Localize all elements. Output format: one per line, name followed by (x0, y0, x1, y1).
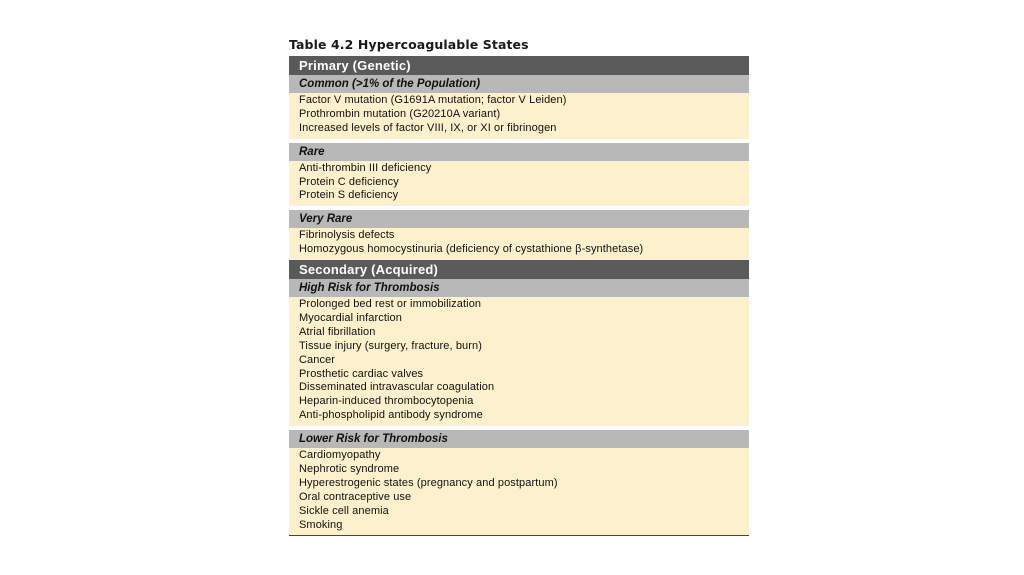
list-item: Myocardial infarction (299, 312, 402, 325)
group-items (289, 448, 749, 536)
list-item: Atrial fibrillation (299, 325, 376, 338)
list-item: Prothrombin mutation (G20210A variant) (299, 107, 501, 120)
list-item: Nephrotic syndrome (299, 463, 400, 476)
list-item: Protein S deficiency (299, 189, 399, 202)
group-items (289, 161, 749, 207)
list-item: Disseminated intravascular coagulation (299, 381, 495, 394)
list-item: Heparin-induced thrombocytopenia (299, 395, 474, 408)
list-item: Cancer (299, 353, 336, 366)
group-header: Rare (289, 143, 749, 161)
list-item: Tissue injury (surgery, fracture, burn) (299, 339, 483, 352)
table-title: Table 4.2 Hypercoagulable States (289, 37, 529, 52)
list-item: Prolonged bed rest or immobilization (299, 298, 482, 311)
list-item: Sickle cell anemia (299, 504, 389, 517)
hypercoagulable-table (289, 56, 749, 536)
group-items (289, 93, 749, 139)
list-item: Factor V mutation (G1691A mutation; factor V Leiden) (299, 94, 567, 106)
list-item: Oral contraceptive use (299, 490, 412, 503)
group-items (289, 228, 749, 260)
group-items (289, 297, 749, 426)
section-header-primary-genetic: Primary (Genetic) (289, 56, 749, 75)
list-item: Cardiomyopathy (299, 449, 381, 462)
list-item: Protein C deficiency (299, 175, 399, 188)
list-item: Anti-thrombin III deficiency (299, 161, 432, 174)
group-header: Lower Risk for Thrombosis (289, 430, 749, 448)
list-item: Smoking (299, 518, 343, 531)
group-header: Very Rare (289, 210, 749, 228)
group-header: High Risk for Thrombosis (289, 279, 749, 297)
list-item: Prosthetic cardiac valves (299, 367, 424, 380)
list-item: Fibrinolysis defects (299, 229, 395, 242)
list-item: Hyperestrogenic states (pregnancy and postpartum) (299, 476, 558, 489)
list-item: Homozygous homocystinuria (deficiency of cystathione β-synthetase) (299, 243, 644, 256)
section-header-secondary-acquired: Secondary (Acquired) (289, 260, 749, 279)
list-item: Increased levels of factor VIII, IX, or XI or fibrinogen (299, 121, 557, 134)
hypercoagulable-table-container (289, 36, 749, 536)
list-item: Anti-phospholipid antibody syndrome (299, 409, 483, 422)
group-header: Common (>1% of the Population) (289, 75, 749, 93)
